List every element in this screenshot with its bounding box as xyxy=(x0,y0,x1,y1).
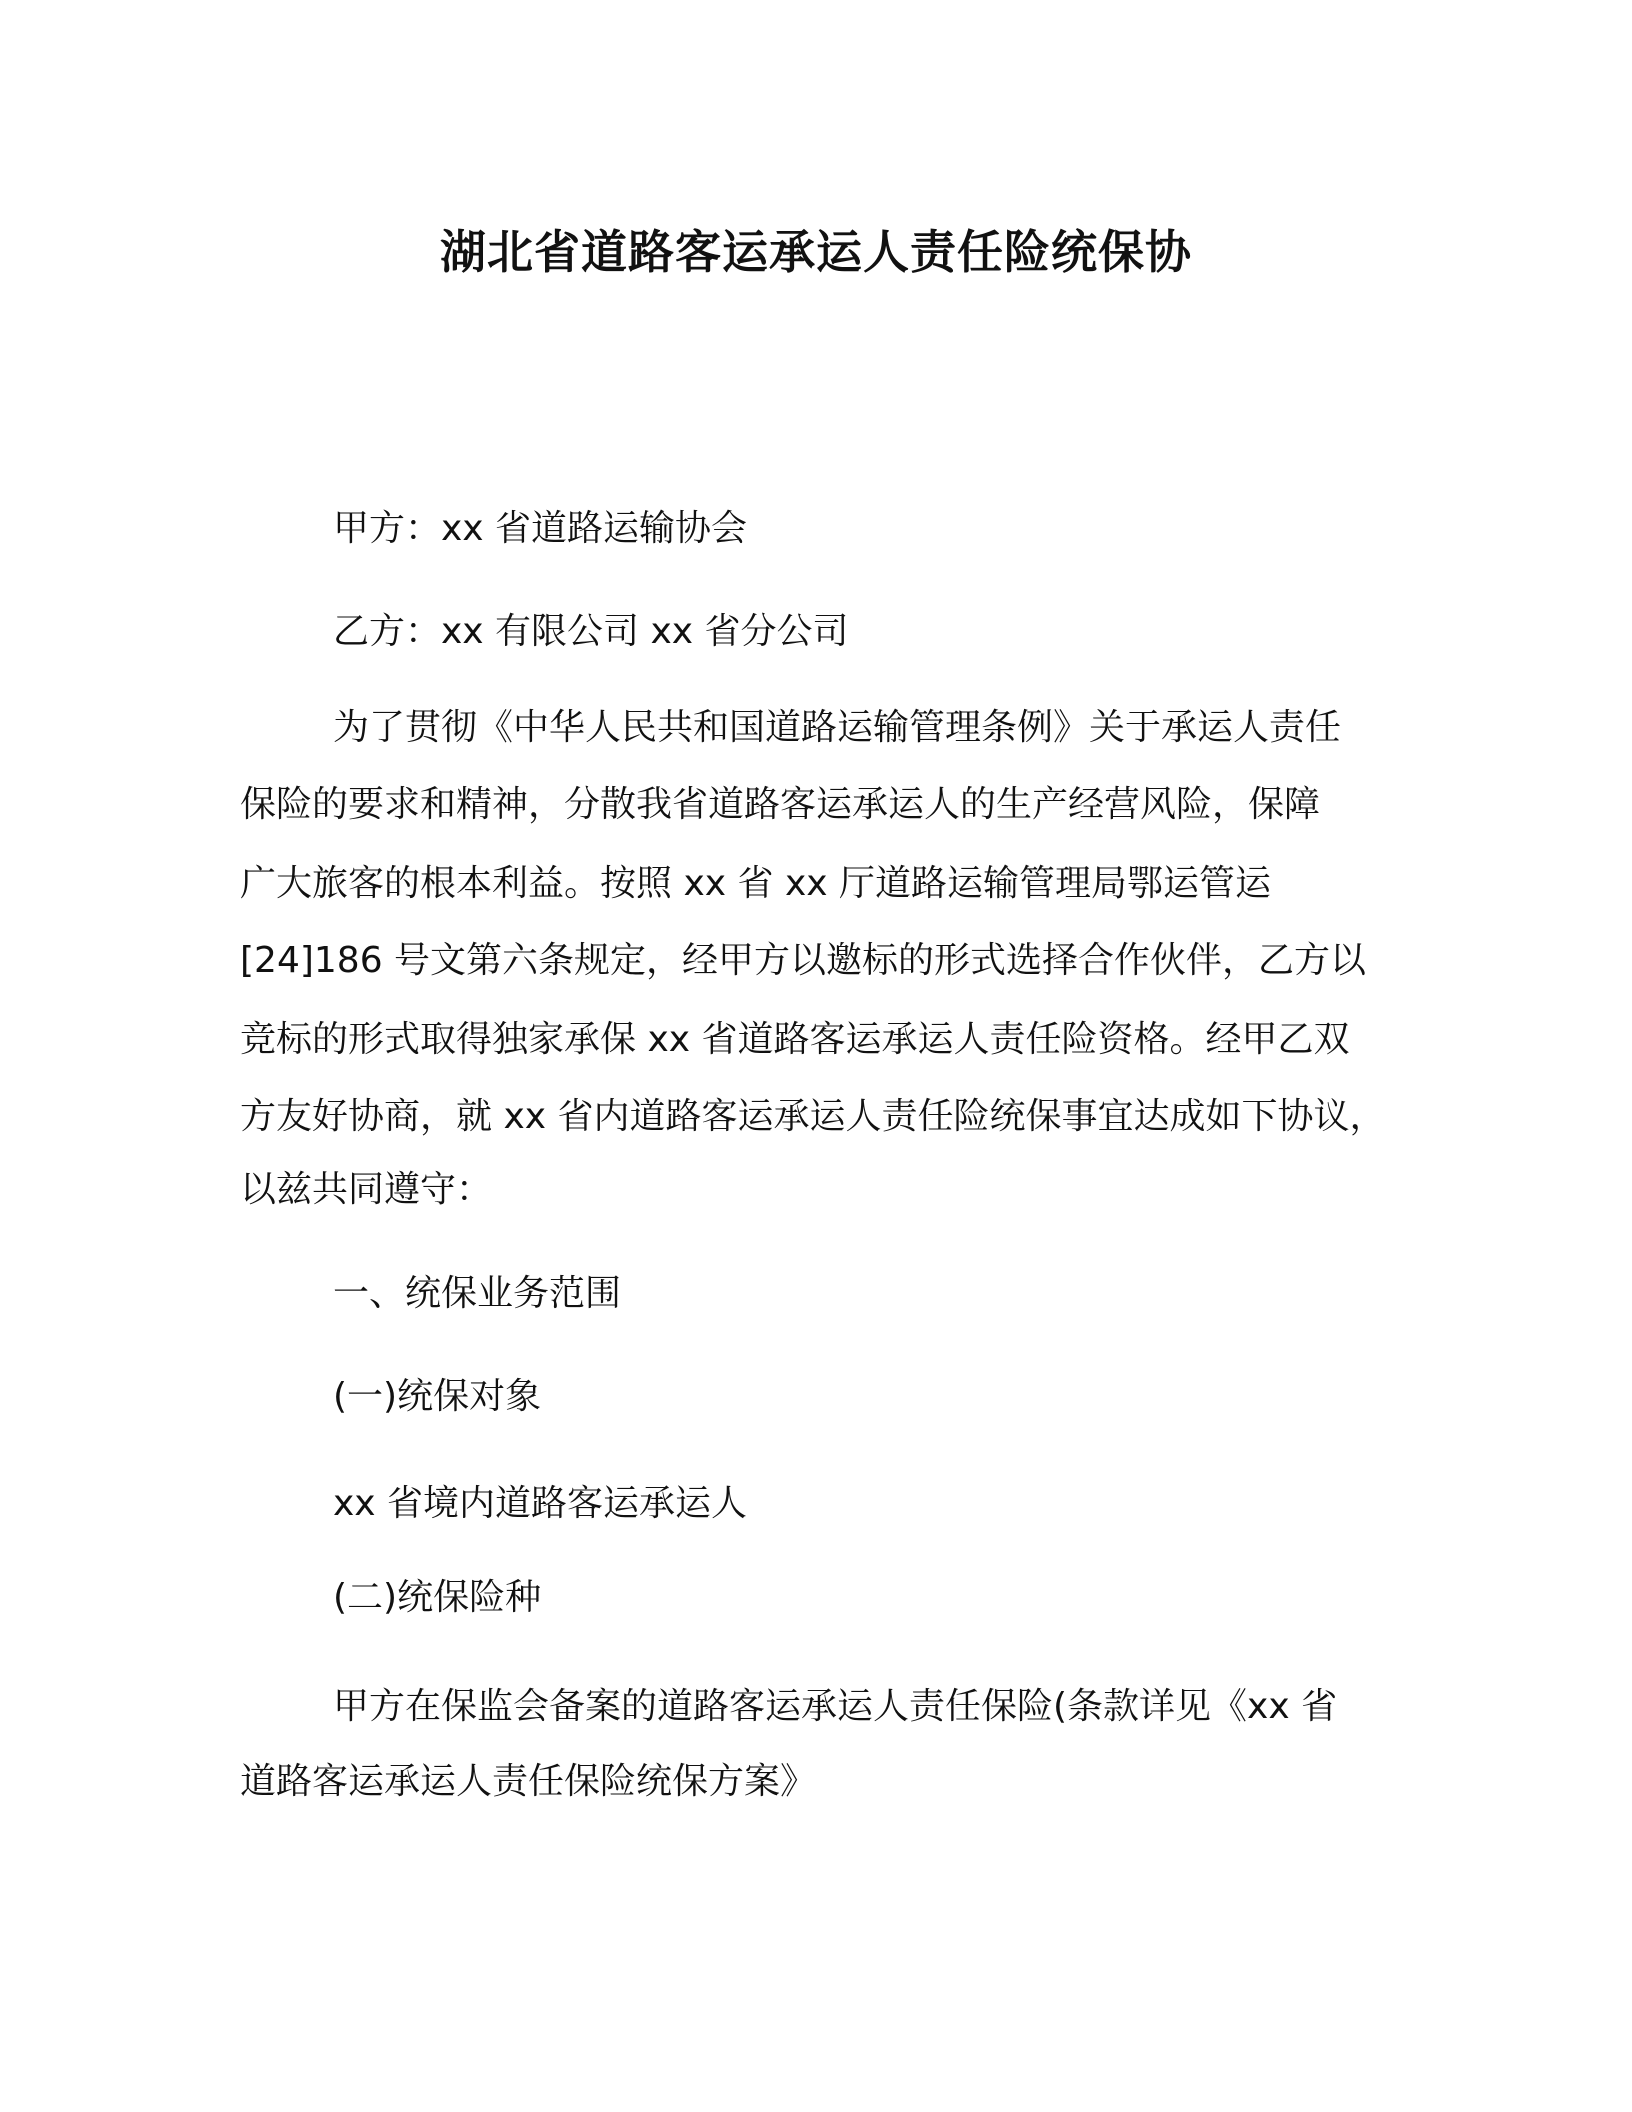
paragraph-line: 甲方在保监会备案的道路客运承运人责任保险(条款详见《xx 省 xyxy=(333,1686,1338,1727)
party-a: 甲方：xx 省道路运输协会 xyxy=(333,508,748,549)
intro-line: 方友好协商，就 xx 省内道路客运承运人责任险统保事宜达成如下协议， xyxy=(240,1096,1386,1137)
intro-line: 为了贯彻《中华人民共和国道路运输管理条例》关于承运人责任 xyxy=(333,707,1342,748)
section-heading: 一、统保业务范围 xyxy=(333,1273,622,1314)
intro-line: 以兹共同遵守： xyxy=(240,1169,493,1210)
subsection-text: xx 省境内道路客运承运人 xyxy=(333,1483,748,1524)
intro-line: [24]186 号文第六条规定，经甲方以邀标的形式选择合作伙伴，乙方以 xyxy=(240,940,1367,981)
paragraph-line: 道路客运承运人责任保险统保方案》 xyxy=(240,1761,817,1802)
subsection-heading: (一)统保对象 xyxy=(333,1376,542,1417)
subsection-heading: (二)统保险种 xyxy=(333,1577,542,1618)
intro-line: 保险的要求和精神，分散我省道路客运承运人的生产经营风险，保障 xyxy=(240,784,1321,825)
intro-line: 竞标的形式取得独家承保 xx 省道路客运承运人责任险资格。经甲乙双 xyxy=(240,1019,1350,1060)
intro-line: 广大旅客的根本利益。按照 xx 省 xx 厅道路运输管理局鄂运管运 xyxy=(240,863,1271,904)
document-title: 湖北省道路客运承运人责任险统保协 xyxy=(440,225,1192,279)
party-b: 乙方：xx 有限公司 xx 省分公司 xyxy=(333,611,849,652)
